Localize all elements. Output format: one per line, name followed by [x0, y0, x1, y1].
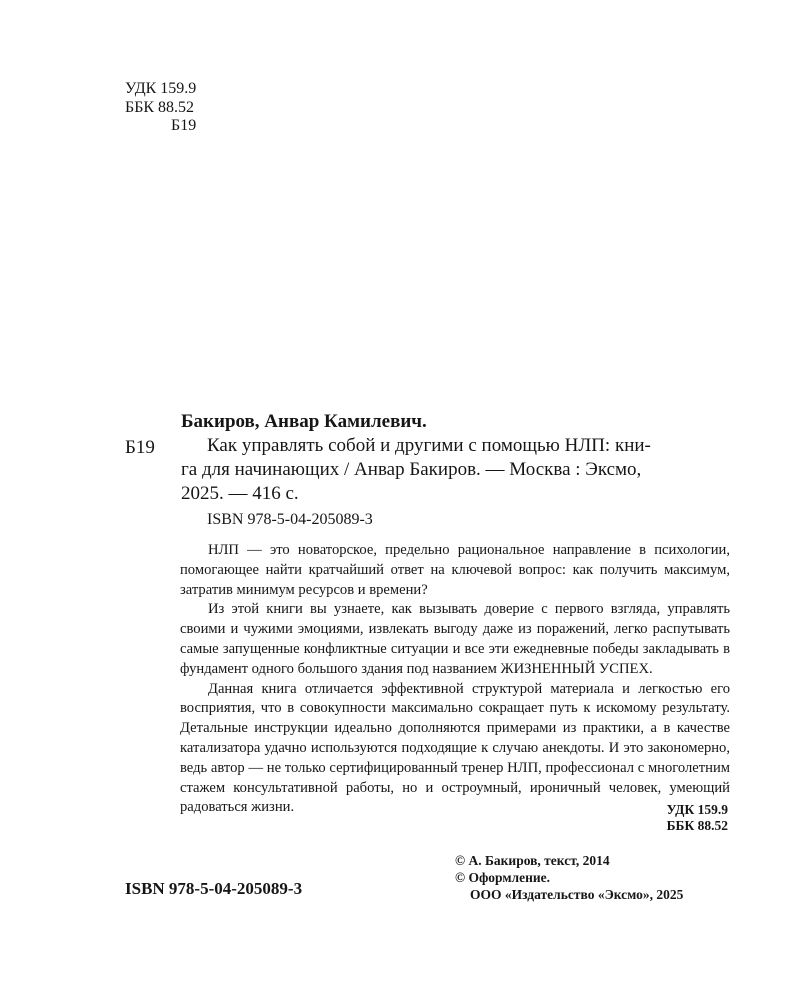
imprint-isbn: ISBN 978-5-04-205089-3	[125, 879, 303, 898]
title-line-1: Как управлять собой и другими с помощью НЛП: кни-	[207, 435, 651, 456]
annotation-bbk: ББК 88.52	[666, 818, 728, 833]
udk-code: УДК 159.9	[125, 80, 197, 97]
title-line-3: 2025. — 416 с.	[181, 483, 299, 504]
copyright-design-label: © Оформление.	[455, 870, 551, 885]
bib-author-mark: Б19	[125, 437, 155, 458]
bib-isbn: ISBN 978-5-04-205089-3	[207, 511, 373, 528]
title-line-2: га для начинающих / Анвар Бакиров. — Москва : Эксмо,	[181, 459, 642, 480]
annotation-paragraph: НЛП — это новаторское, предельно рациональное направление в психологии, помогающее найти кратчайший ответ на ключевой вопрос: как получить максимум, затратив минимум ресурсов и времени?	[180, 542, 730, 598]
bbk-code: ББК 88.52	[125, 99, 195, 116]
annotation-paragraph: Данная книга отличается эффективной структурой материала и легкостью его восприятия, что в совокупности максимально сокращает путь к искомому результату. Детальные инструкции идеально дополняются примерами из практики, а в качестве катализатора удачно используются подходящие к случаю анекдоты. И это закономерно, ведь автор — не только сертифицированный тренер НЛП, профессионал с многолетним стажем консультативной работы, но и остроумный, ироничный человек, умеющий радоваться жизни.	[180, 680, 730, 816]
copyright-design-holder: ООО «Издательство «Эксмо», 2025	[470, 887, 684, 902]
annotation-paragraph: Из этой книги вы узнаете, как вызывать доверие с первого взгляда, управлять своими и чужими эмоциями, извлекать выгоду даже из поражений, легко распутывать самые запущенные конфликтные ситуации и все эти ежедневные победы закладывать в фундамент одного большого здания под названием ЖИЗНЕННЫЙ УСПЕХ.	[180, 601, 730, 677]
copyright-text: © А. Бакиров, текст, 2014	[455, 853, 610, 868]
annotation-text	[180, 541, 730, 818]
author-heading: Бакиров, Анвар Камилевич.	[181, 411, 427, 432]
author-mark: Б19	[171, 117, 197, 134]
annotation-udk: УДК 159.9	[666, 802, 728, 817]
